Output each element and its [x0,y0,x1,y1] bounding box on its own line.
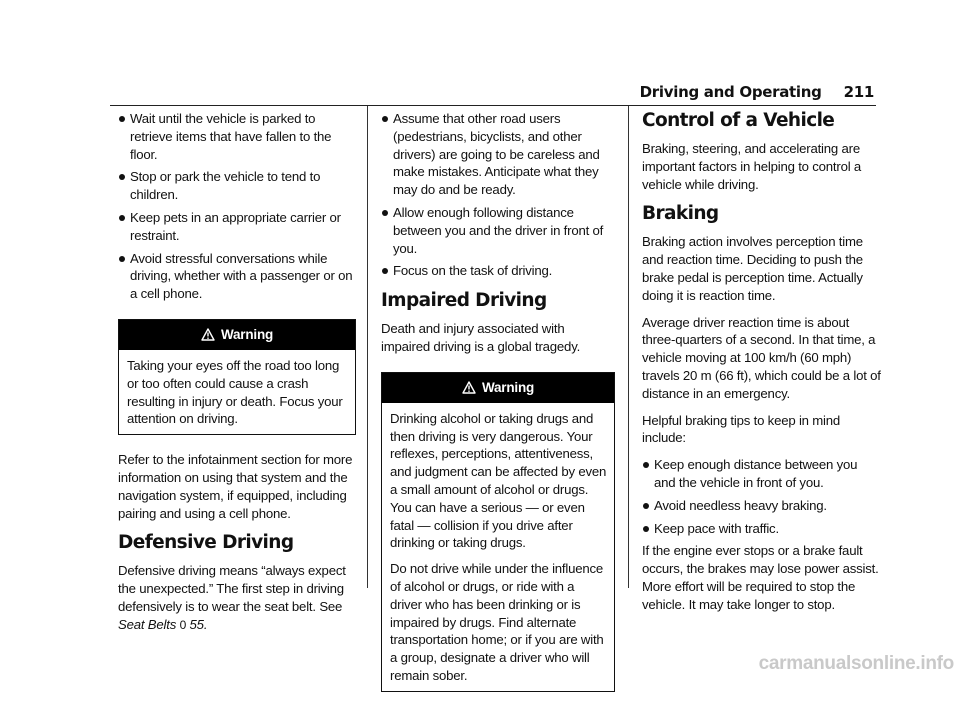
defensive-text: Defensive driving means “always expect the unexpected.” The first step in driving defensively is to wear the seat belt. See [118,563,346,614]
braking-tips-list [642,456,882,537]
running-header [640,83,874,101]
distraction-tips-list [118,110,356,303]
warning-header [382,373,614,403]
list-item: Stop or park the vehicle to tend to children. [118,168,356,204]
heading-defensive-driving: Defensive Driving [118,532,294,554]
xref-page[interactable]: 55. [189,616,208,632]
warning-body [119,350,355,434]
column-1 [118,110,356,644]
heading-control-of-vehicle: Control of a Vehicle [642,110,835,131]
warning-title: Warning [220,327,274,343]
warning-title: Warning [481,379,535,395]
heading-braking: Braking [642,203,719,225]
list-item: Allow enough following distance between you and the driver in front of you. [381,204,615,257]
list-item: Focus on the task of driving. [381,262,615,280]
warning-box [118,319,356,435]
page-reference-icon: 0 [179,617,187,632]
list-item: Avoid stressful conversations while driving, whether with a passenger or on a cell phone. [118,250,356,303]
control-paragraph: Braking, steering, and accelerating are important factors in helping to control a vehicle while driving. [642,141,862,192]
list-item: Keep enough distance between you and the vehicle in front of you. [642,456,882,492]
column-divider [628,106,629,588]
defensive-paragraph [118,562,356,634]
braking-paragraph-4: If the engine ever stops or a brake fault occurs, the brakes may lose power assist. More effort will be required to stop the vehicle. It may take longer to stop. [642,543,879,612]
warning-header [119,320,355,350]
list-item: Avoid needless heavy braking. [642,497,882,515]
warning-box [381,372,615,692]
watermark: carmanualsonline.info [758,653,954,674]
warning-triangle-icon [462,381,476,394]
list-item: Assume that other road users (pedestrians, bicyclists, and other drivers) are going to be careless and make mistakes. Anticipate what they may do and be ready. [381,110,615,199]
column-divider [367,106,368,588]
warning-body [382,403,614,691]
infotainment-paragraph: Refer to the infotainment section for more information on using that system and the navigation system, if equipped, including pairing and using a cell phone. [118,452,353,521]
defensive-tips-list [381,110,615,280]
warning-triangle-icon [201,328,215,341]
column-2 [381,110,615,708]
braking-paragraph-1: Braking action involves perception time and reaction time. Deciding to push the brake pedal is perception time. Actually doing it is reaction time. [642,234,863,303]
list-item: Wait until the vehicle is parked to retrieve items that have fallen to the floor. [118,110,356,163]
list-item: Keep pace with traffic. [642,520,882,538]
impaired-paragraph: Death and injury associated with impaired driving is a global tragedy. [381,321,581,354]
heading-impaired-driving: Impaired Driving [381,290,547,312]
page-number: 211 [843,83,874,101]
braking-paragraph-2: Average driver reaction time is about three-quarters of a second. In that time, a vehicle moving at 100 km/h (60 mph) travels 20 m (66 ft), which could be a lot of distance in an emergency. [642,314,881,401]
braking-paragraph-3: Helpful braking tips to keep in mind include: [642,412,841,446]
list-item: Keep pets in an appropriate carrier or restraint. [118,209,356,245]
column-3 [642,110,882,623]
section-title: Driving and Operating [639,83,822,101]
warning-text-1: Drinking alcohol or taking drugs and then driving is very dangerous. Your reflexes, perceptions, attentiveness, and judgment can be affected by even a small amount of alcohol or drugs. You can have a serious — or even fatal — collision if you drive after drinking or taking drugs. [390,410,607,551]
warning-text: Taking your eyes off the road too long or too often could cause a crash resulting in injury or death. Focus your attention on driving. [127,357,343,427]
header-rule [110,105,876,106]
warning-text-2: Do not drive while under the influence of alcohol or drugs, or ride with a driver who has been drinking or is impaired by drugs. Find alternate transportation home; or if you are with a group, designate a driver who will remain sober. [390,561,604,683]
seat-belts-link[interactable]: Seat Belts [118,616,177,632]
